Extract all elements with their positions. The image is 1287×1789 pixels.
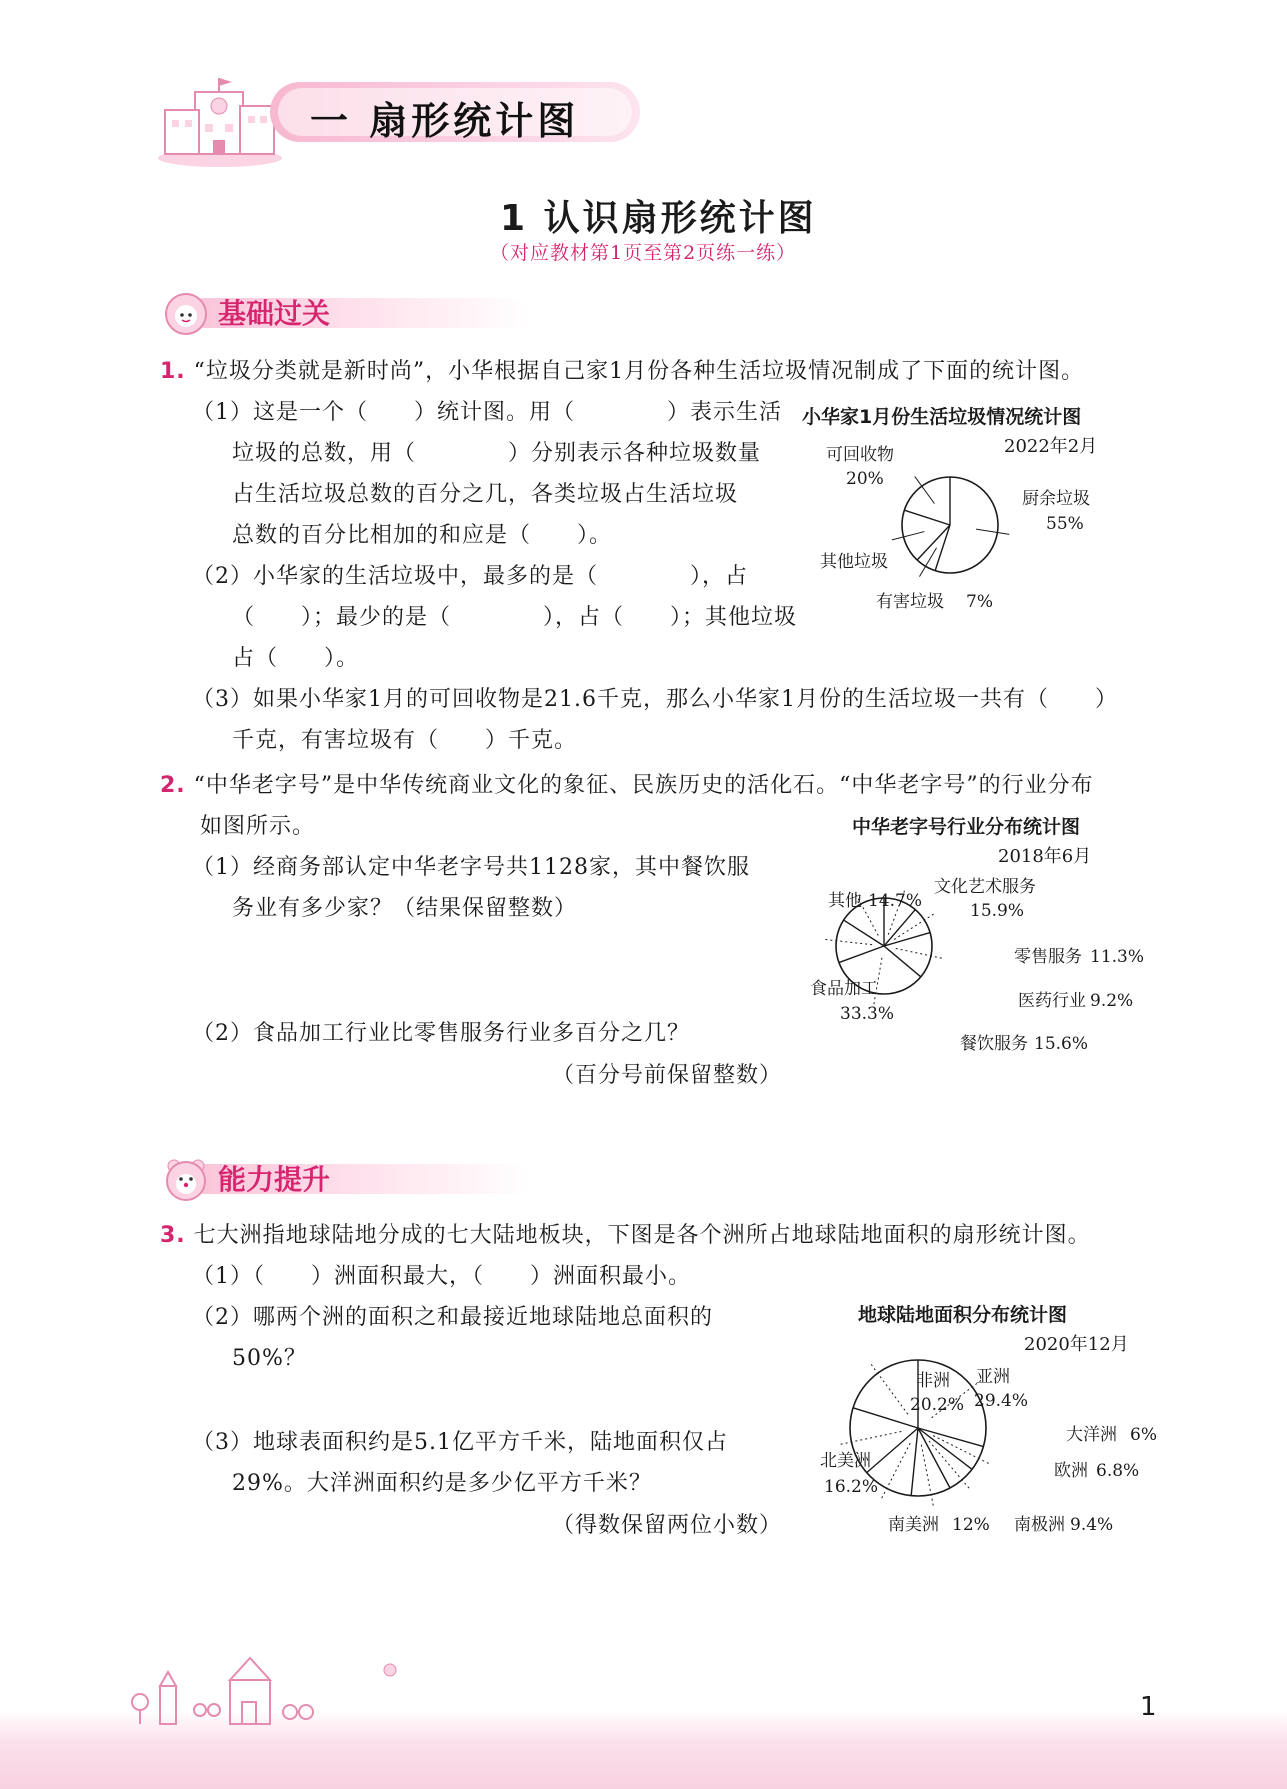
- bear-mascot-icon: [160, 1158, 212, 1202]
- q1-p1-line2: 垃圾的总数，用（ ）分别表示各种垃圾数量: [232, 441, 762, 466]
- chart3-date: 2020年12月: [1024, 1334, 1129, 1355]
- chart3-label-oceania: 大洋洲: [1066, 1425, 1117, 1445]
- chart1-date: 2022年2月: [1004, 436, 1098, 457]
- chart1-pie: [810, 440, 1110, 620]
- q3-p3-line3: （得数保留两位小数）: [552, 1513, 783, 1538]
- chart1-value-hazard: 7%: [966, 592, 993, 612]
- section-basic: [160, 292, 540, 332]
- q3-number: 3.: [160, 1223, 186, 1248]
- chart2-label-other: 其他: [828, 891, 862, 911]
- q1-p2-line3: 占（ ）。: [232, 646, 360, 671]
- girl-mascot-icon: [160, 292, 212, 336]
- q2-stem-line2: 如图所示。: [200, 814, 316, 839]
- q1-p2-line1: （2）小华家的生活垃圾中，最多的是（ ），占: [192, 564, 748, 589]
- chart3-label-asia: 亚洲: [976, 1367, 1010, 1387]
- chapter-title: 一 扇形统计图: [310, 99, 580, 143]
- chart2-label-dining: 餐饮服务: [960, 1034, 1028, 1054]
- chart3-value-oceania: 6%: [1130, 1425, 1157, 1445]
- chart2-value-medicine: 9.2%: [1090, 991, 1134, 1011]
- q1-p1-line4: 总数的百分比相加的和应是（ ）。: [232, 523, 613, 548]
- q1-p3-line1: （3）如果小华家1月的可回收物是21.6千克，那么小华家1月份的生活垃圾一共有（ ）: [192, 687, 1118, 712]
- chart2-label-retail: 零售服务: [1014, 947, 1082, 967]
- chart1-slices: [892, 476, 1009, 576]
- q2-p1-line2: 务业有多少家？（结果保留整数）: [232, 896, 578, 921]
- chapter-banner: [150, 70, 650, 170]
- chart2-value-retail: 11.3%: [1090, 947, 1145, 967]
- chart3-label-south-america: 南美洲: [888, 1515, 939, 1535]
- q3-stem-text: 七大洲指地球陆地分成的七大陆地板块，下图是各个洲所占地球陆地面积的扇形统计图。: [193, 1223, 1091, 1248]
- q2-number: 2.: [160, 773, 186, 798]
- q3-p2-line1: （2）哪两个洲的面积之和最接近地球陆地总面积的: [192, 1305, 713, 1330]
- section-advanced: [160, 1158, 540, 1198]
- q3-p2-line2: 50%？: [232, 1346, 307, 1371]
- section-basic-label: 基础过关: [218, 297, 331, 330]
- chart2-label-food: 食品加工: [810, 979, 878, 999]
- chart1-value-kitchen: 55%: [1046, 514, 1084, 534]
- q1-stem-text: “垃圾分类就是新时尚”，小华根据自己家1月份各种生活垃圾情况制成了下面的统计图。: [193, 359, 1085, 384]
- chart1-label-kitchen: 厨余垃圾: [1022, 489, 1090, 509]
- chart2-label-culture: 文化艺术服务: [934, 877, 1036, 897]
- chart2-value-other: 14.7%: [868, 891, 923, 911]
- q3-stem: [160, 1218, 1091, 1249]
- chart2-label-medicine: 医药行业: [1018, 991, 1086, 1011]
- chart1-label-hazard: 有害垃圾: [876, 592, 944, 612]
- chart3-label-europe: 欧洲: [1054, 1461, 1088, 1481]
- chart2-value-dining: 15.6%: [1034, 1034, 1089, 1054]
- q2-p2-line2: （百分号前保留整数）: [552, 1063, 783, 1088]
- q2-p2-line1: （2）食品加工行业比零售服务行业多百分之几？: [192, 1021, 690, 1046]
- q1-number: 1.: [160, 359, 186, 384]
- chart3-pie: [808, 1346, 1178, 1546]
- q2-p1-line1: （1）经商务部认定中华老字号共1128家，其中餐饮服: [192, 855, 750, 880]
- chart1-label-other: 其他垃圾: [820, 552, 888, 572]
- q2-stem-text: “中华老字号”是中华传统商业文化的象征、民族历史的活化石。“中华老字号”的行业分布: [193, 773, 1094, 798]
- chart1-title: 小华家1月份生活垃圾情况统计图: [802, 406, 1082, 428]
- town-illustration-icon: [120, 1640, 420, 1730]
- chart3-value-africa: 20.2%: [910, 1395, 965, 1415]
- chart1-label-recyclable: 可回收物: [826, 445, 894, 465]
- chart2-date: 2018年6月: [998, 846, 1092, 867]
- q3-p3-line2: 29%。大洋洲面积约是多少亿平方千米？: [232, 1471, 652, 1496]
- section-advanced-label: 能力提升: [218, 1163, 331, 1196]
- chart2-pie: [800, 866, 1170, 1066]
- chart3-value-asia: 29.4%: [974, 1391, 1029, 1411]
- chart2-title: 中华老字号行业分布统计图: [852, 816, 1081, 838]
- lesson-subtitle: （对应教材第1页至第2页练一练）: [490, 242, 797, 264]
- q3-p1: （1）（ ）洲面积最大，（ ）洲面积最小。: [192, 1264, 691, 1289]
- chart3-value-north-america: 16.2%: [824, 1477, 879, 1497]
- page-number: 1: [1140, 1692, 1157, 1722]
- q2-stem: [160, 768, 1094, 799]
- q1-stem: [160, 354, 1084, 385]
- q1-p2-line2: （ ）；最少的是（ ），占（ ）；其他垃圾: [232, 605, 798, 630]
- chart3-label-antarctica: 南极洲: [1014, 1515, 1065, 1535]
- chart3-label-africa: 非洲: [916, 1371, 950, 1391]
- chart2-value-food: 33.3%: [840, 1004, 895, 1024]
- chart2-value-culture: 15.9%: [970, 901, 1025, 921]
- chart1-value-recyclable: 20%: [846, 469, 884, 489]
- q3-p3-line1: （3）地球表面积约是5.1亿平方千米，陆地面积仅占: [192, 1430, 728, 1455]
- chart3-label-north-america: 北美洲: [820, 1451, 871, 1471]
- chart3-value-antarctica: 9.4%: [1070, 1515, 1114, 1535]
- building-illustration-icon: [150, 70, 290, 170]
- lesson-title: 1 认识扇形统计图: [500, 198, 817, 239]
- chart3-title: 地球陆地面积分布统计图: [858, 1304, 1068, 1326]
- q1-p3-line2: 千克，有害垃圾有（ ）千克。: [232, 728, 578, 753]
- chart3-value-europe: 6.8%: [1096, 1461, 1140, 1481]
- chart3-value-south-america: 12%: [952, 1515, 990, 1535]
- q1-p1-line1: （1）这是一个（ ）统计图。用（ ）表示生活: [192, 400, 782, 425]
- q1-p1-line3: 占生活垃圾总数的百分之几，各类垃圾占生活垃圾: [232, 482, 739, 507]
